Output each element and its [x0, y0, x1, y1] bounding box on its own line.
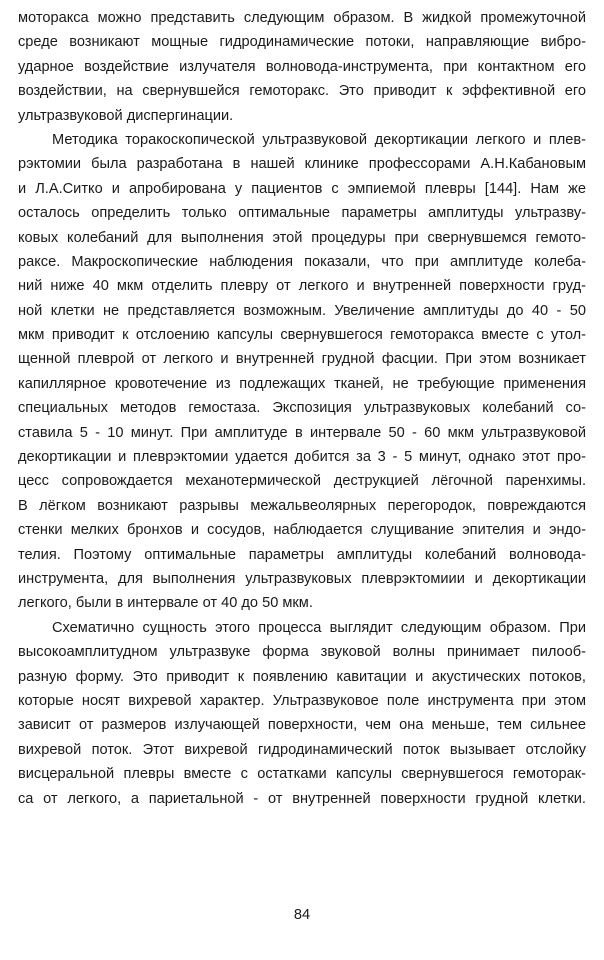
text-line: В лёгком возникают разрывы межальвеолярных перегородок, повреждаются — [18, 497, 586, 514]
text-line: и Л.А.Ситко и апробирована у пациентов с эмпиемой плевры [144]. Нам же — [18, 180, 586, 197]
text-line: капиллярное кровотечение из подлежащих тканей, не требующие применения — [18, 375, 586, 392]
text-line: инструмента, для выполнения ультразвуковых плеврэктомиии и декортикации — [18, 570, 586, 587]
text-line: осталось определить только оптимальные параметры амплитуды ультразву- — [18, 205, 586, 222]
text-line: Схематично сущность этого процесса выглядит следующим образом. При — [52, 619, 586, 636]
text-line: высокоамплитудном ультразвуке форма звуковой волны принимает пилооб- — [18, 644, 586, 661]
text-line: мкм приводит к отслоению капсулы свернувшегося гемоторакса вместе с утол- — [18, 327, 586, 344]
text-line: среде возникают мощные гидродинамические потоки, направляющие вибро- — [18, 34, 586, 51]
text-line: стенки мелких бронхов и сосудов, наблюдается слущивание эпителия и эндо- — [18, 522, 586, 539]
text-line: ударное воздействие излучателя волновода-инструмента, при контактном его — [18, 58, 586, 75]
text-line: са от легкого, а париетальной - от внутренней поверхности грудной клетки. — [18, 790, 586, 807]
text-line: ний ниже 40 мкм отделить плевру от легкого и внутренней поверхности груд- — [18, 278, 586, 295]
text-line: цесс сопровождается механотермической деструкцией лёгочной паренхимы. — [18, 473, 586, 490]
text-line: ультразвуковой диспергинации. — [18, 107, 234, 124]
text-line: воздействии, на свернувшейся гемоторакс. Это приводит к эффективной его — [18, 83, 586, 100]
text-line: телия. Поэтому оптимальные параметры амплитуды колебаний волновода- — [18, 546, 586, 563]
text-line: щенной плеврой от легкого и внутренней грудной фасции. При этом возникает — [18, 351, 586, 368]
text-line: специальных методов гемостаза. Экспозиция ультразвуковых колебаний со- — [18, 400, 586, 417]
document-page — [18, 6, 586, 811]
text-line: разную форму. Это приводит к появлению кавитации и акустических потоков, — [18, 668, 586, 685]
text-line: ставила 5 - 10 минут. При амплитуде в интервале 50 - 60 мкм ультразвуковой — [18, 424, 586, 441]
text-line: раксе. Макроскопические наблюдения показали, что при амплитуде колеба- — [18, 253, 586, 270]
paragraph-3 — [18, 616, 586, 811]
text-line: Методика торакоскопической ультразвуковой декортикации легкого и плев- — [52, 131, 586, 148]
text-line: ковых колебаний для выполнения этой процедуры при свернувшемся гемото- — [18, 229, 586, 246]
text-line: вихревой поток. Этот вихревой гидродинамический поток вызывает отслойку — [18, 741, 586, 758]
page-number: 84 — [293, 907, 311, 923]
text-line: которые носят вихревой характер. Ультразвуковое поле инструмента при этом — [18, 692, 586, 709]
paragraph-2 — [18, 128, 586, 616]
text-line: рэктомии была разработана в нашей клинике профессорами А.Н.Кабановым — [18, 156, 586, 173]
text-line: декортикации и плеврэктомии удается добится за 3 - 5 минут, однако этот про- — [18, 449, 586, 466]
paragraph-1 — [18, 6, 586, 128]
text-line: легкого, были в интервале от 40 до 50 мкм. — [18, 595, 313, 612]
text-line: висцеральной плевры вместе с остатками капсулы свернувшегося гемоторак- — [18, 766, 586, 783]
text-line: зависит от размеров излучающей поверхности, чем она меньше, тем сильнее — [18, 717, 586, 734]
text-line: ной клетки не представляется возможным. Увеличение амплитуды до 40 - 50 — [18, 302, 586, 319]
text-line: моторакса можно представить следующим образом. В жидкой промежуточной — [18, 10, 586, 26]
